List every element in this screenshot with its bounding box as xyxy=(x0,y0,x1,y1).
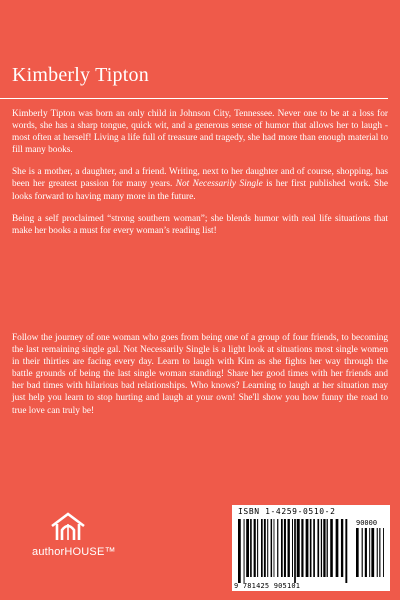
barcode-digits: 9 781425 905101 xyxy=(234,582,301,590)
publisher-wordmark: authorHOUSE™ xyxy=(32,546,116,558)
heading-divider xyxy=(0,98,388,99)
price-barcode-bars xyxy=(356,528,384,583)
book-blurb: Follow the journey of one woman who goes from being one of a group of four friends, to becoming the last remaining single gal. Not Necessarily Single is a light look at situations most single women in their thirties are facing every day. Learn to laugh with Kim as she fights her way through the battle grounds of being the last single woman standing! Share her good times with her friends and her bad times with hilarious bad relationships. Who knows? Learning to laugh at her situation may just help you learn to stop hurting and laugh at your own! She'll show you how funny the road to true love can truly be! xyxy=(12,333,388,416)
isbn-barcode xyxy=(232,505,390,591)
authorhouse-logo-icon xyxy=(50,512,86,542)
bio-paragraph-2 xyxy=(12,166,388,202)
bio-paragraph-1: Kimberly Tipton was born an only child in Johnson City, Tennessee. Never one to be at a loss for words, she has a sharp tongue, quick wit, and a generous sense of humor that allows her to laugh - most often at herself! Living a life full of treasure and tragedy, she had more than enough material to fill many books. xyxy=(12,109,388,156)
isbn-number: ISBN 1-4259-0510-2 xyxy=(238,507,336,516)
author-name-heading: Kimberly Tipton xyxy=(12,64,149,86)
publisher-logo xyxy=(32,512,116,568)
ean-barcode-bars xyxy=(238,519,350,583)
bio-paragraph-2-start: She is a mother, a daughter, and a friend. Writing, next to her daughter and of course, shopping, has been her greatest passion for many years. xyxy=(12,167,388,190)
bio-paragraph-2-end: is her first published work. She looks forward to having many more in the future. xyxy=(12,179,388,202)
author-bio xyxy=(12,108,388,247)
book-title-italic: Not Necessarily Single xyxy=(175,179,263,190)
bio-paragraph-3: Being a self proclaimed “strong southern woman”; she blends humor with real life situations that make her books a must for every woman’s reading list! xyxy=(12,213,388,236)
price-code: 90000 xyxy=(356,519,378,527)
